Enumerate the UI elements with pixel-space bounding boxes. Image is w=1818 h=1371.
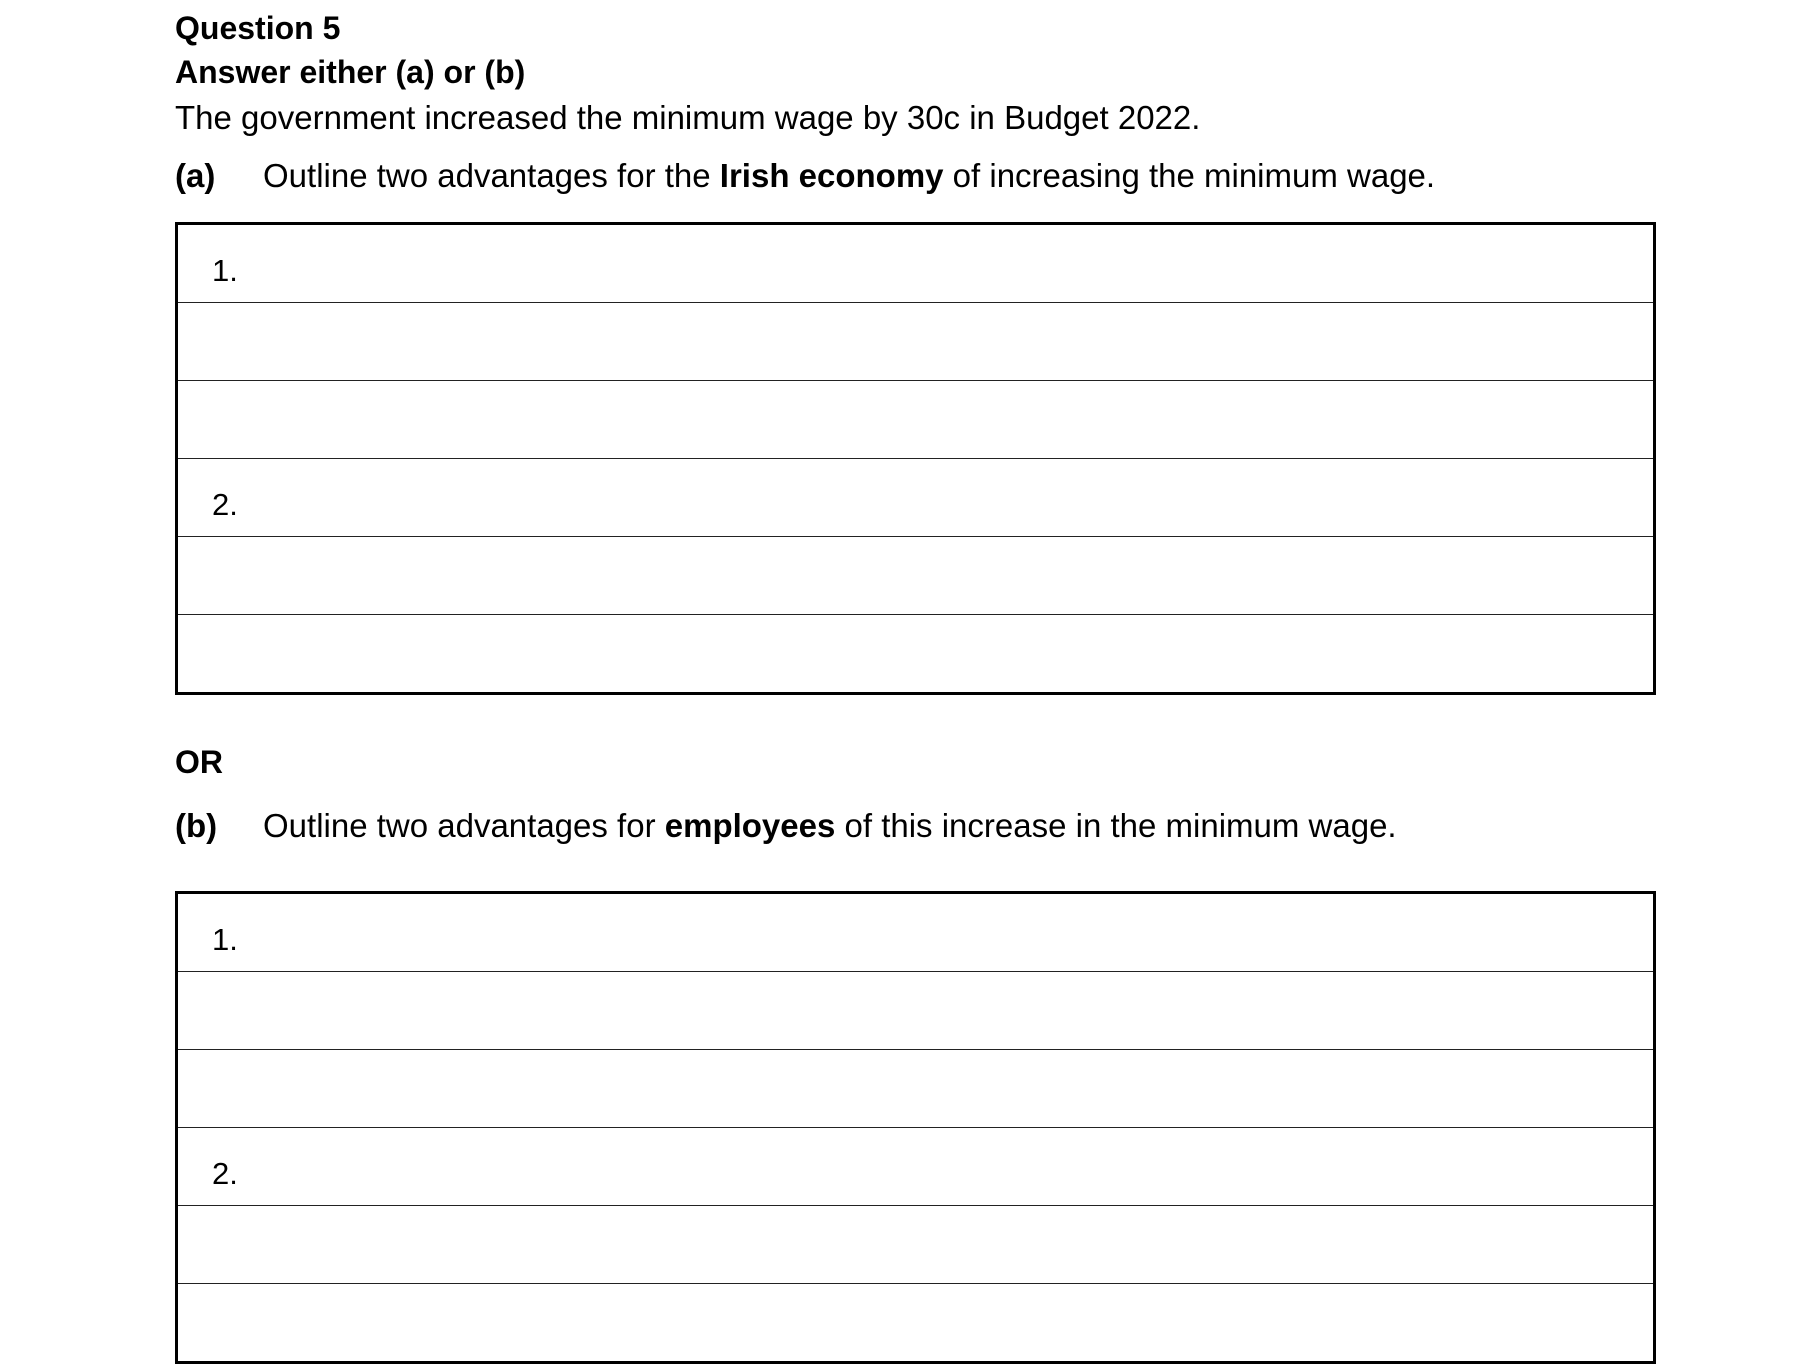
answer-line[interactable] [178, 894, 1653, 972]
part-a-label: (a) [175, 157, 216, 194]
answer-number: 1. [212, 253, 238, 288]
answer-line[interactable] [178, 537, 1653, 615]
part-b-text-bold: employees [664, 807, 836, 844]
part-a-text-before: Outline two advantages for the [263, 157, 720, 194]
answer-number: 2. [212, 1156, 238, 1191]
question-title: Question 5 [175, 10, 341, 46]
question-stem: The government increased the minimum wage by 30c in Budget 2022. [175, 99, 1201, 136]
answer-line[interactable] [178, 303, 1653, 381]
answer-line[interactable] [178, 225, 1653, 303]
answer-line[interactable] [178, 459, 1653, 537]
part-a-text-bold: Irish economy [719, 157, 944, 194]
part-b-text-before: Outline two advantages for [263, 807, 665, 844]
part-a-prompt [175, 155, 1435, 197]
answer-number: 2. [212, 487, 238, 522]
part-a-answer-box [175, 222, 1656, 695]
answer-line[interactable] [178, 972, 1653, 1050]
answer-number: 1. [212, 922, 238, 957]
answer-line[interactable] [178, 1128, 1653, 1206]
part-a-text-after: of increasing the minimum wage. [943, 157, 1436, 194]
answer-line[interactable] [178, 1284, 1653, 1362]
answer-line[interactable] [178, 381, 1653, 459]
answer-line[interactable] [178, 615, 1653, 693]
part-b-prompt [175, 805, 1397, 847]
part-b-answer-box [175, 891, 1656, 1364]
question-instruction: Answer either (a) or (b) [175, 54, 526, 90]
part-b-label: (b) [175, 807, 218, 844]
part-b-text-after: of this increase in the minimum wage. [835, 807, 1397, 844]
answer-line[interactable] [178, 1206, 1653, 1284]
answer-line[interactable] [178, 1050, 1653, 1128]
or-label: OR [175, 744, 223, 780]
